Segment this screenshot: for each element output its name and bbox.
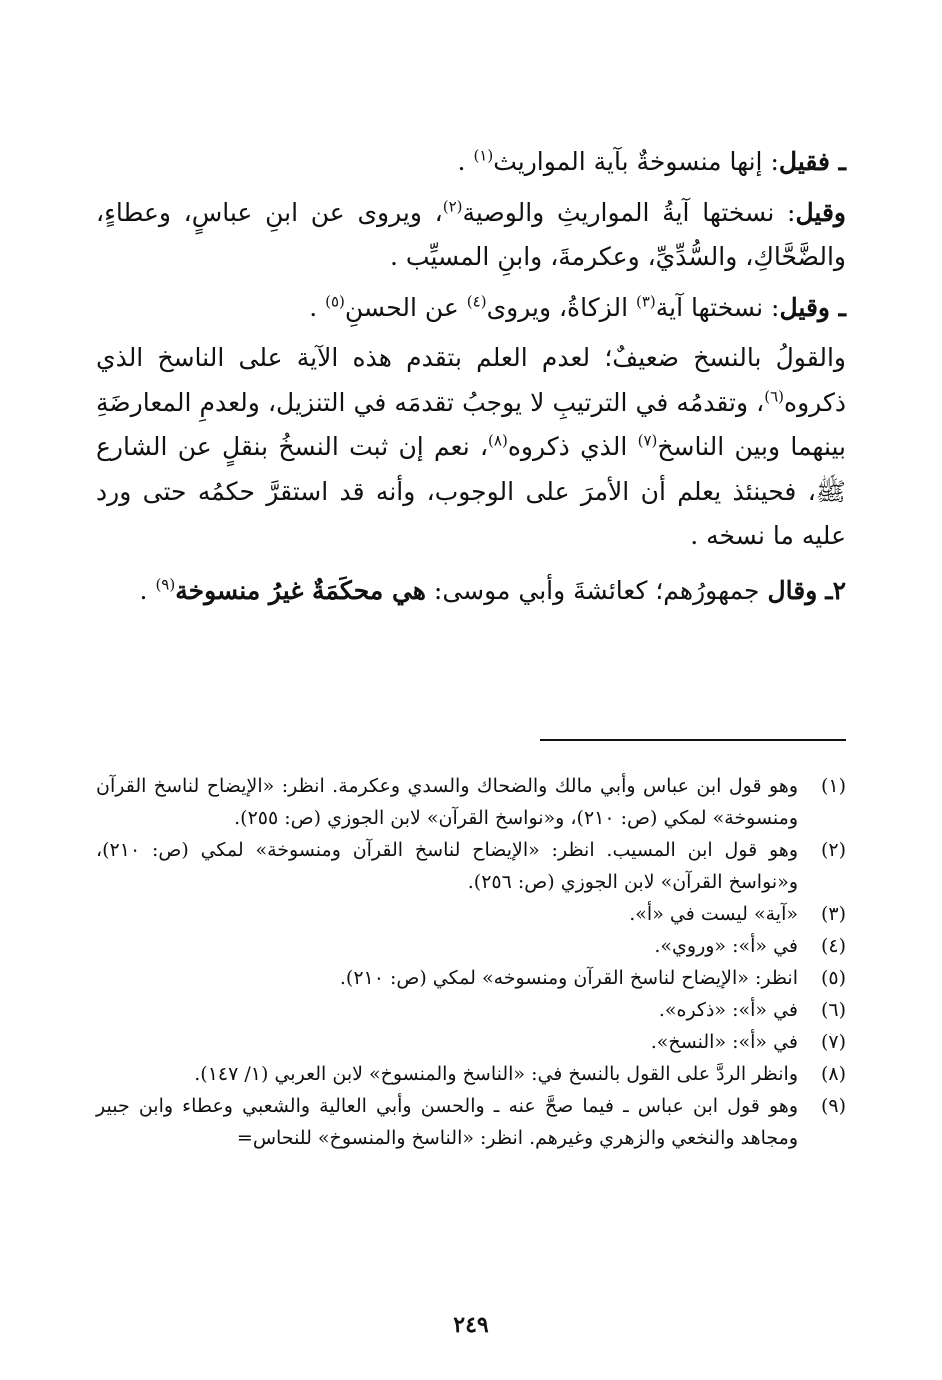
footnotes [96, 770, 846, 1154]
footnote-text: في «أ»: «وروي». [654, 935, 798, 957]
footnote-ref[interactable]: (٨) [488, 431, 508, 450]
footnote-number: (٦) [820, 999, 846, 1021]
footnote-number: (٣) [820, 903, 846, 925]
footnote-text: وهو قول ابن عباس وأبي مالك والضحاك والسدي وعكرمة. انظر: «الإيضاح لناسخ القرآن ومنسوخة» لمكي (ص: ٢١٠)، و«نواسخ القرآن» لابن الجوزي (ص: ٢٥٥). [96, 775, 798, 829]
footnote-number: (٨) [820, 1063, 846, 1085]
lead-phrase: ـ وقيل [779, 292, 846, 322]
footnote-number: (٩) [820, 1095, 846, 1117]
main-text [96, 140, 846, 623]
footnote-number: (٧) [820, 1031, 846, 1053]
text-run: : إنها منسوخةٌ بآية المواريث [493, 147, 779, 176]
footnote-ref[interactable]: (٩) [155, 575, 176, 594]
bold-ruling: هي محكَمَةٌ غيرُ منسوخة [175, 575, 426, 605]
text-run: : نسختها آيةُ المواريثِ والوصية [462, 197, 796, 227]
text-run: الزكاةُ، ويروى [486, 292, 636, 322]
footnote-item [96, 1026, 846, 1058]
footnote-ref[interactable]: (٦) [764, 387, 784, 406]
paragraph-4 [96, 336, 846, 559]
paragraph-5 [96, 569, 846, 614]
footnote-number: (٢) [820, 839, 846, 861]
footnote-text: انظر: «الإيضاح لناسخ القرآن ومنسوخه» لمكي (ص: ٢١٠). [339, 967, 798, 989]
text-run: ، ويروى عن ابنِ عباسٍ، وعطاءٍ، والضَّحَّاكِ، والسُّدِّيِّ، وعكرمةَ، وابنِ المسيِّب . [96, 197, 846, 271]
footnote-ref[interactable]: (٢) [442, 197, 463, 216]
text-run: . [309, 292, 326, 322]
footnote-number: (١) [820, 775, 846, 797]
footnote-item [96, 1058, 846, 1090]
footnote-ref[interactable]: (١) [473, 146, 494, 165]
text-run: الذي ذكروه [507, 432, 638, 461]
footnote-ref[interactable]: (٥) [325, 292, 345, 311]
footnote-number: (٤) [820, 935, 846, 957]
lead-phrase: وقيل [795, 197, 846, 227]
paragraph-1 [96, 140, 846, 185]
page-number: ٢٤٩ [453, 1312, 489, 1338]
footnote-item [96, 930, 846, 962]
section-number: ٢ـ [825, 575, 846, 605]
footnote-ref[interactable]: (٣) [635, 292, 656, 311]
lead-phrase: ـ فقيل [778, 147, 846, 176]
footnote-item [96, 770, 846, 834]
footnote-item [96, 898, 846, 930]
footnote-item [96, 834, 846, 898]
text-run: ، نعم إن ثبت النسخُ بنقلٍ عن الشارع ﷺ، فحينئذ يعلم أن الأمرَ على الوجوب، وأنه قد استقرَّ حكمُه حتى ورد عليه ما نسخه . [96, 432, 846, 550]
footnote-item [96, 994, 846, 1026]
lead-phrase: وقال [767, 575, 818, 605]
footnote-text: في «أ»: «النسخ». [650, 1031, 798, 1053]
footnote-item [96, 962, 846, 994]
footnote-ref[interactable]: (٧) [637, 431, 658, 450]
footnote-text: «آية» ليست في «أ». [629, 903, 798, 925]
text-run: والقولُ بالنسخ ضعيفٌ؛ لعدم العلم بتقدم هذه الآية على الناسخ الذي ذكروه [96, 343, 846, 417]
footnote-text: في «أ»: «ذكره». [658, 999, 798, 1021]
paragraph-3 [96, 286, 846, 331]
text-run: جمهورُهم؛ كعائشةَ وأبي موسى: [425, 575, 768, 605]
text-run: . [139, 575, 156, 605]
footnote-text: وهو قول ابن المسيب. انظر: «الإيضاح لناسخ القرآن ومنسوخة» لمكي (ص: ٢١٠)، و«نواسخ القرآن» لابن الجوزي (ص: ٢٥٦). [96, 839, 798, 893]
footnote-text: وانظر الردَّ على القول بالنسخ في: «الناسخ والمنسوخ» لابن العربي (١/ ١٤٧). [194, 1063, 798, 1085]
footnote-item [96, 1090, 846, 1154]
text-run: عن الحسنِ [344, 292, 467, 322]
footnote-number: (٥) [820, 967, 846, 989]
text-run: : نسختها آية [655, 292, 780, 322]
footnote-text: وهو قول ابن عباس ـ فيما صحَّ عنه ـ والحسن وأبي العالية والشعبي وعطاء وابن جبير ومجاهد والنخعي والزهري وغيرهم. انظر: «الناسخ والمنسوخ» للنحاس= [96, 1095, 798, 1149]
paragraph-2 [96, 191, 846, 280]
footnote-ref[interactable]: (٤) [466, 292, 487, 311]
footnote-separator [540, 739, 846, 741]
text-run: ، وتقدمُه في الترتيبِ لا يوجبُ تقدمَه في التنزيل، ولعدمِ المعارضَةِ بينهما وبين الناسخ [96, 387, 846, 461]
text-run: . [457, 147, 474, 176]
